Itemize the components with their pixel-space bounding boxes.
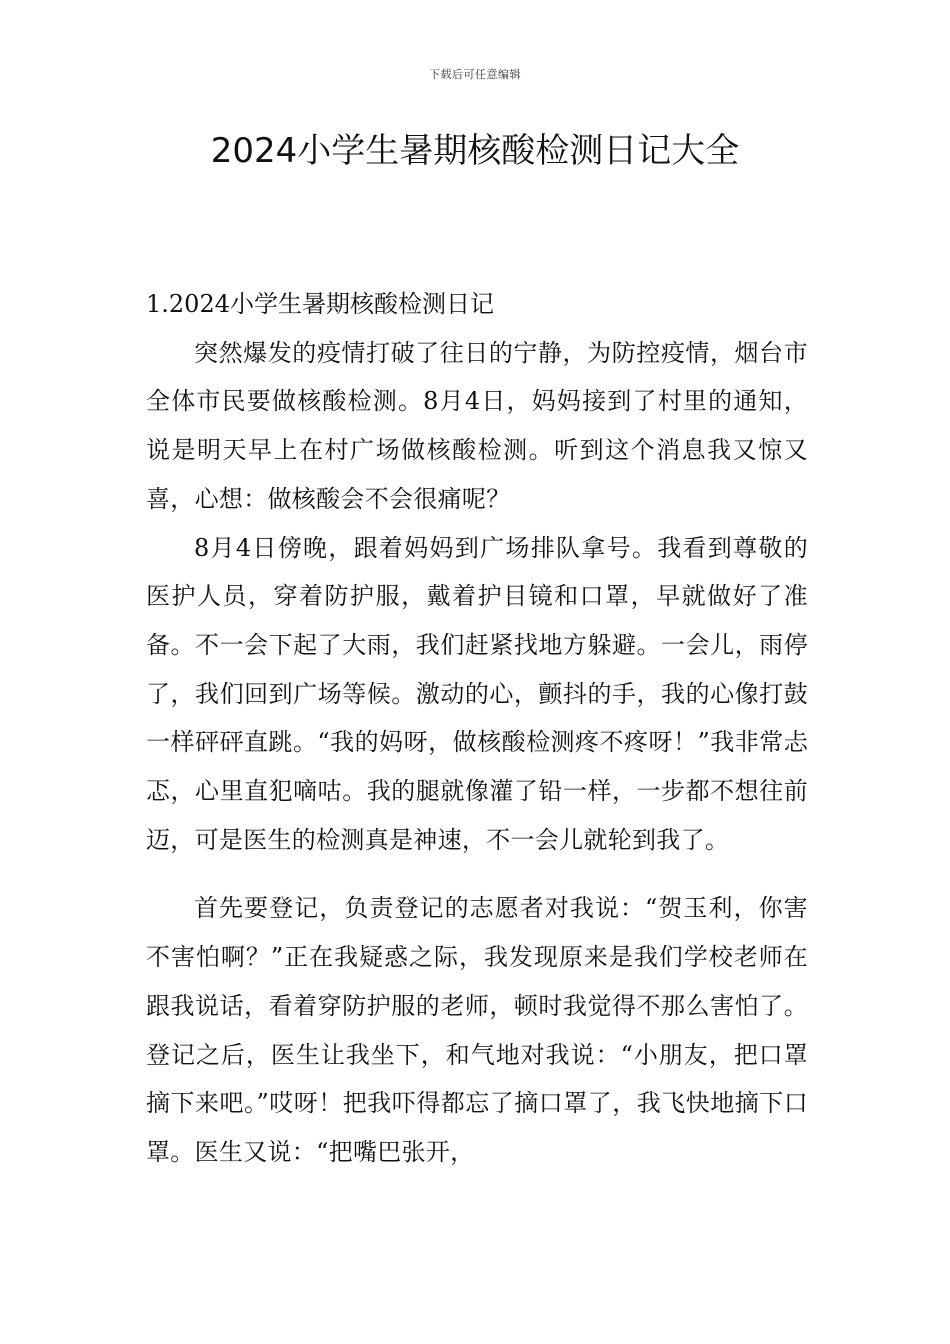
header-note: 下载后可任意编辑 (429, 68, 521, 81)
document-title: 2024小学生暑期核酸检测日记大全 (210, 131, 740, 171)
document-body (146, 280, 808, 1177)
section-heading: 1.2024小学生暑期核酸检测日记 (146, 290, 494, 318)
paragraph-1: 突然爆发的疫情打破了往日的宁静，为防控疫情，烟台市全体市民要做核酸检测。8月4日，妈妈接到了村里的通知，说是明天早上在村广场做核酸检测。听到这个消息我又惊又喜，心想：做核酸会不会很痛呢？ (146, 338, 808, 513)
paragraph-3: 首先要登记，负责登记的志愿者对我说：“贺玉利，你害不害怕啊？”正在我疑惑之际，我发现原来是我们学校老师在跟我说话，看着穿防护服的老师，顿时我觉得不那么害怕了。登记之后，医生让我坐下，和气地对我说：“小朋友，把口罩摘下来吧。”哎呀！把我吓得都忘了摘口罩了，我飞快地摘下口罩。医生又说：“把嘴巴张开， (146, 894, 808, 1166)
paragraph-2: 8月4日傍晚，跟着妈妈到广场排队拿号。我看到尊敬的医护人员，穿着防护服，戴着护目镜和口罩，早就做好了准备。不一会下起了大雨，我们赶紧找地方躲避。一会儿，雨停了，我们回到广场等候。激动的心，颤抖的手，我的心像打鼓一样砰砰直跳。“我的妈呀，做核酸检测疼不疼呀！”我非常忐忑，心里直犯嘀咕。我的腿就像灌了铅一样，一步都不想往前迈，可是医生的检测真是神速，不一会儿就轮到我了。 (146, 533, 808, 854)
